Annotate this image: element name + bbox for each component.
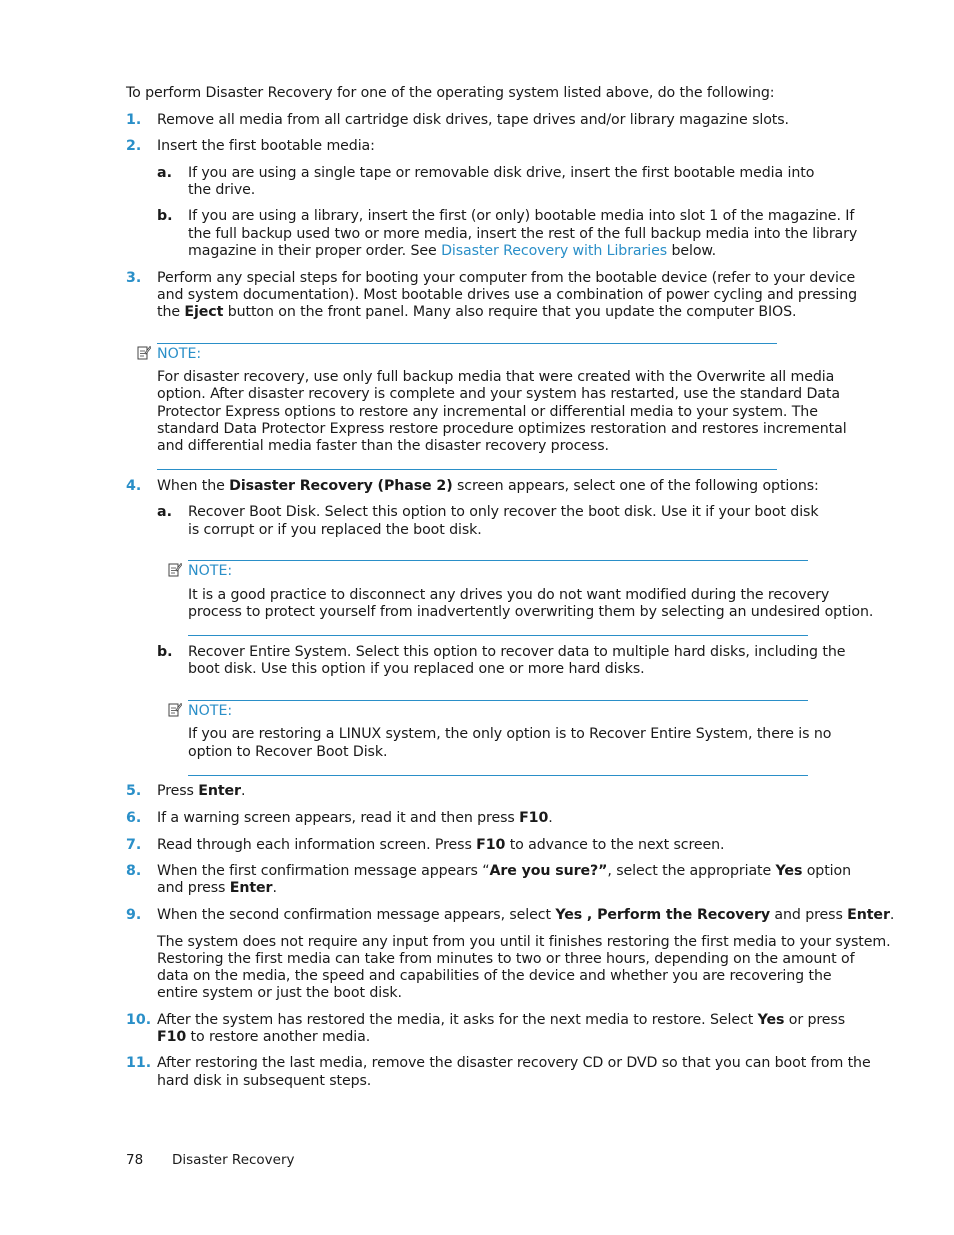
step-paragraph: entire system or just the boot disk.	[157, 985, 402, 1001]
substep-letter: a.	[157, 165, 172, 181]
step-text: After restoring the last media, remove the disaster recovery CD or DVD so that you can boot from the	[157, 1055, 871, 1071]
step-text: , select the appropriate	[607, 863, 776, 879]
substep-text: the drive.	[188, 182, 256, 198]
step-text: and press	[157, 880, 230, 896]
substep-letter: b.	[157, 644, 173, 660]
eject-keyword: Eject	[184, 304, 224, 320]
note-top-rule	[188, 560, 808, 561]
note-heading: NOTE:	[188, 563, 233, 579]
step-number: 3.	[126, 270, 142, 286]
step-text-line	[157, 1029, 370, 1046]
step-text: and press	[769, 907, 848, 923]
step-number: 4.	[126, 478, 142, 494]
substep-text: Recover Boot Disk. Select this option to only recover the boot disk. Use it if your boot disk	[188, 504, 819, 520]
step-text: and system documentation). Most bootable drives use a combination of power cycling and pressing	[157, 287, 858, 303]
step-number: 8.	[126, 863, 142, 879]
note-bottom-rule	[188, 635, 808, 636]
note-pencil-icon	[168, 562, 182, 577]
step-paragraph: data on the media, the speed and capabilities of the device and whether you are recovering the	[157, 968, 832, 984]
substep-letter: b.	[157, 208, 173, 224]
step-text: Remove all media from all cartridge disk drives, tape drives and/or library magazine slots.	[157, 112, 789, 128]
step-text: .	[548, 810, 553, 826]
screen-name: Disaster Recovery (Phase 2)	[229, 478, 453, 494]
page-number: 78	[126, 1152, 144, 1168]
step-text: hard disk in subsequent steps.	[157, 1073, 372, 1089]
step-text: Insert the first bootable media:	[157, 138, 375, 154]
note-pencil-icon	[168, 702, 182, 717]
substep-text: If you are using a library, insert the first (or only) bootable media into slot 1 of the magazine. If	[188, 208, 855, 224]
note-text: option. After disaster recovery is complete and your system has restarted, use the standard Data	[157, 386, 840, 402]
step-text: When the	[157, 478, 230, 494]
step-text-line	[157, 863, 851, 880]
step-text: or press	[784, 1012, 845, 1028]
step-number: 2.	[126, 138, 142, 154]
step-text: .	[889, 907, 895, 923]
option-name: Yes	[775, 863, 803, 879]
step-text-line	[157, 783, 245, 800]
step-text: to restore another media.	[186, 1029, 371, 1045]
step-text: When the second confirmation message appears, select	[157, 907, 556, 923]
step-text: After the system has restored the media, it asks for the next media to restore. Select	[157, 1012, 758, 1028]
note-heading: NOTE:	[157, 346, 202, 362]
step-paragraph: Restoring the first media can take from minutes to two or three hours, depending on the amount of	[157, 951, 855, 967]
step-text: When the first confirmation message appears “	[157, 863, 490, 879]
substep-text: Recover Entire System. Select this option to recover data to multiple hard disks, including the	[188, 644, 846, 660]
substep-letter: a.	[157, 504, 172, 520]
step-text: the	[157, 304, 185, 320]
note-text: If you are restoring a LINUX system, the only option is to Recover Entire System, there is no	[188, 726, 832, 742]
substep-text: is corrupt or if you replaced the boot disk.	[188, 522, 482, 538]
step-number: 1.	[126, 112, 142, 128]
key-name: Enter	[847, 907, 890, 923]
step-text: Perform any special steps for booting your computer from the bootable device (refer to your device	[157, 270, 856, 286]
step-text-line	[157, 810, 553, 827]
key-name: Enter	[229, 880, 273, 896]
substep-text: If you are using a single tape or removable disk drive, insert the first bootable media into	[188, 165, 815, 181]
substep-text: magazine in their proper order. See	[188, 243, 442, 259]
step-number: 10.	[126, 1012, 152, 1028]
step-number: 5.	[126, 783, 142, 799]
step-text: screen appears, select one of the following options:	[452, 478, 819, 494]
key-name: F10	[157, 1029, 187, 1045]
step-text: .	[272, 880, 277, 896]
disaster-recovery-libraries-link[interactable]: Disaster Recovery with Libraries	[441, 243, 668, 259]
step-text-line	[157, 837, 724, 854]
substep-text: the full backup used two or more media, insert the rest of the full backup media into the library	[188, 226, 858, 242]
note-text: process to protect yourself from inadvertently overwriting them by selecting an undesired option.	[188, 604, 874, 620]
step-paragraph: The system does not require any input from you until it finishes restoring the first media to your system.	[157, 934, 891, 950]
step-text: button on the front panel. Many also require that you update the computer BIOS.	[223, 304, 797, 320]
note-text: standard Data Protector Express restore procedure optimizes restoration and restores incremental	[157, 421, 847, 437]
key-name: F10	[519, 810, 549, 826]
substep-text: boot disk. Use this option if you replaced one or more hard disks.	[188, 661, 645, 677]
step-text-line	[157, 1012, 845, 1029]
note-bottom-rule	[188, 775, 808, 776]
substep-text-line	[188, 243, 716, 260]
step-number: 9.	[126, 907, 142, 923]
step-text: option	[802, 863, 851, 879]
prompt-text: Are you sure?”	[489, 863, 608, 879]
step-text: .	[240, 783, 246, 799]
option-name: Yes	[757, 1012, 785, 1028]
note-text: option to Recover Boot Disk.	[188, 744, 388, 760]
note-top-rule	[188, 700, 808, 701]
step-text: Press	[157, 783, 199, 799]
note-pencil-icon	[137, 345, 151, 360]
key-name: F10	[476, 837, 506, 853]
step-number: 11.	[126, 1055, 152, 1071]
note-top-rule	[157, 343, 777, 344]
option-name: Yes , Perform the Recovery	[555, 907, 770, 923]
note-text: and differential media faster than the disaster recovery process.	[157, 438, 609, 454]
step-text-line	[157, 907, 894, 924]
step-text-line	[157, 478, 819, 495]
step-text-line	[157, 304, 796, 321]
step-number: 6.	[126, 810, 142, 826]
footer-section-title: Disaster Recovery	[172, 1152, 295, 1168]
note-bottom-rule	[157, 469, 777, 470]
note-text: For disaster recovery, use only full backup media that were created with the Overwrite all media	[157, 369, 835, 385]
note-text: It is a good practice to disconnect any drives you do not want modified during the recovery	[188, 587, 830, 603]
substep-text: below.	[667, 243, 717, 259]
step-text: Read through each information screen. Press	[157, 837, 477, 853]
note-text: Protector Express options to restore any incremental or differential media to your system. The	[157, 404, 818, 420]
step-text: to advance to the next screen.	[505, 837, 725, 853]
step-text-line	[157, 880, 277, 897]
step-number: 7.	[126, 837, 142, 853]
intro-text: To perform Disaster Recovery for one of the operating system listed above, do the following:	[126, 85, 775, 101]
key-name: Enter	[198, 783, 241, 799]
step-text: If a warning screen appears, read it and then press	[157, 810, 520, 826]
note-heading: NOTE:	[188, 703, 233, 719]
